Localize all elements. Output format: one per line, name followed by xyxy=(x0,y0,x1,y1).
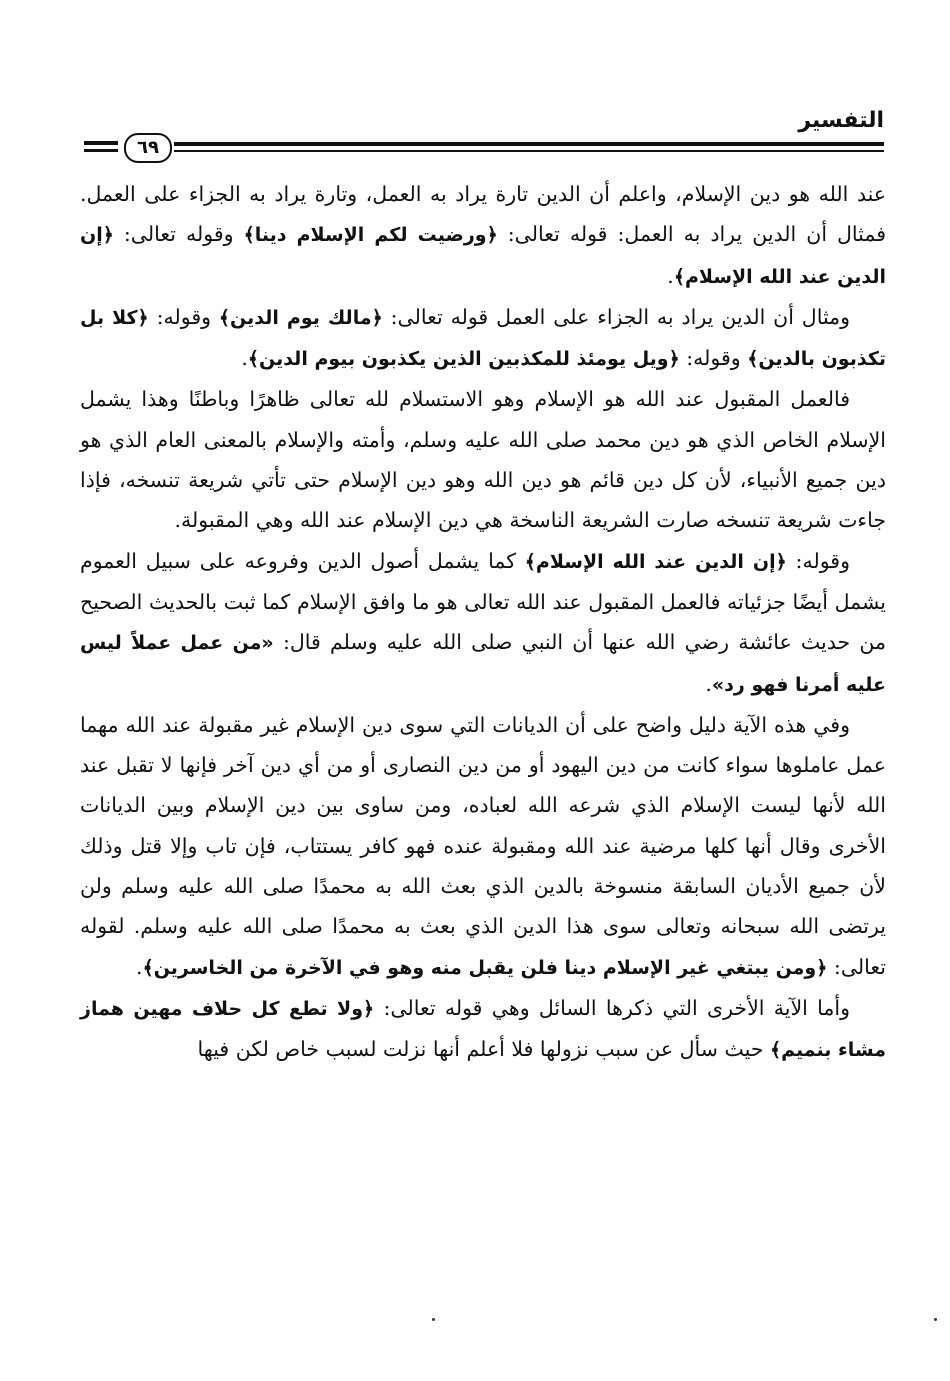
quotation: ﴿ورضيت لكم الإسلام دينا﴾ xyxy=(243,224,498,247)
text-segment: . xyxy=(136,954,143,979)
text-segment: وقوله: xyxy=(679,346,748,371)
text-segment: فالعمل المقبول عند الله هو الإسلام وهو الاستسلام لله تعالى ظاهرًا وباطنًا وهذا يشمل الإسلام الخاص الذي هو دين محمد صلى الله عليه وسلم، وأمته والإسلام بالمعنى العام الذي هو دين جميع الأنبياء، لأن كل دين قائم هو دين الله وهو دين الإسلام حتى تأتي شريعة تنسخه، فإذا جاءت شريعة تنسخه صارت الشريعة الناسخة هي دين الإسلام عند الله وهي المقبولة. xyxy=(80,387,886,533)
paragraph-5 xyxy=(80,705,886,988)
running-title: التفسير xyxy=(798,108,884,133)
header-rule-thick xyxy=(174,142,884,146)
quotation: ﴿مالك يوم الدين﴾ xyxy=(218,306,383,329)
text-segment: كما يشمل أصول الدين وفروعه على سبيل العموم يشمل أيضًا جزئياته فالعمل المقبول عند الله تعالى هو ما وافق الإسلام كما ثبت بالحديث الصحيح من حديث عائشة رضي الله عنها أن النبي صلى الله عليه وسلم قال: xyxy=(80,548,886,655)
page-header xyxy=(84,108,884,158)
text-segment: عند الله هو دين الإسلام، واعلم أن الدين تارة يراد به العمل، وتارة يراد به الجزاء على العمل. فمثال أن الدين يراد به العمل: قوله تعالى: xyxy=(80,182,887,247)
scan-speck xyxy=(934,1318,937,1321)
text-segment: وقوله: xyxy=(786,548,850,573)
text-segment: وقوله: xyxy=(148,304,219,329)
paragraph-6 xyxy=(80,988,886,1071)
text-segment: ومثال أن الدين يراد به الجزاء على العمل قوله تعالى: xyxy=(382,304,851,329)
paragraph-3 xyxy=(80,379,886,540)
page-body xyxy=(80,174,886,1071)
text-segment: . xyxy=(705,671,712,696)
text-segment: وقوله تعالى: xyxy=(113,222,244,247)
scan-speck xyxy=(432,1318,435,1321)
quotation: ﴿إن الدين عند الله الإسلام﴾ xyxy=(80,224,886,288)
header-dash-thin xyxy=(84,149,118,152)
header-rule-thin xyxy=(174,150,884,152)
page-number: ٦٩ xyxy=(124,133,172,163)
text-segment: . xyxy=(667,263,674,288)
quotation: «من عمل عملاً ليس عليه أمرنا فهو رد» xyxy=(80,632,886,696)
text-segment: وأما الآية الأخرى التي ذكرها السائل وهي قوله تعالى: xyxy=(374,995,850,1020)
paragraph-2 xyxy=(80,297,886,380)
quotation: ﴿ومن يبتغي غير الإسلام دينا فلن يقبل منه وهو في الآخرة من الخاسرين﴾ xyxy=(142,956,828,979)
paragraph-4 xyxy=(80,541,886,705)
quotation: ﴿ويل يومئذ للمكذبين الذين يكذبون بيوم الدين﴾ xyxy=(247,348,680,371)
text-segment: . xyxy=(241,346,248,371)
quotation: ﴿ولا تطع كل حلاف مهين هماز مشاء بنميم﴾ xyxy=(80,997,886,1062)
header-dash-thick xyxy=(84,141,118,145)
paragraph-1 xyxy=(80,174,886,297)
text-segment: حيث سأل عن سبب نزولها فلا أعلم أنها نزلت لسبب خاص لكن فيها xyxy=(197,1037,771,1062)
text-segment: وفي هذه الآية دليل واضح على أن الديانات التي سوى دين الإسلام غير مقبولة عند الله مهما عمل عاملوها سواء كانت من دين اليهود أو من دين النصارى أو من أي دين آخر فإنها لا تقبل عند الله لأنها ليست الإسلام الذي شرعه الله لعباده، ومن ساوى بين دين الإسلام وبين الديانات الأخرى وقال أنها كلها مرضية عند الله ومقبولة عنده فهو كافر يستتاب، فإن تاب وإلا قتل وذلك لأن جميع الأديان السابقة منسوخة بالدين الذي بعث الله به محمدًا صلى الله عليه وسلم ولن يرتضى الله سبحانه وتعالى سوى هذا الدين الذي بعث به محمدًا صلى الله عليه وسلم. لقوله تعالى: xyxy=(80,712,886,979)
quotation: ﴿كلا بل تكذبون بالدين﴾ xyxy=(80,306,886,371)
quotation: ﴿إن الدين عند الله الإسلام﴾ xyxy=(524,550,787,573)
